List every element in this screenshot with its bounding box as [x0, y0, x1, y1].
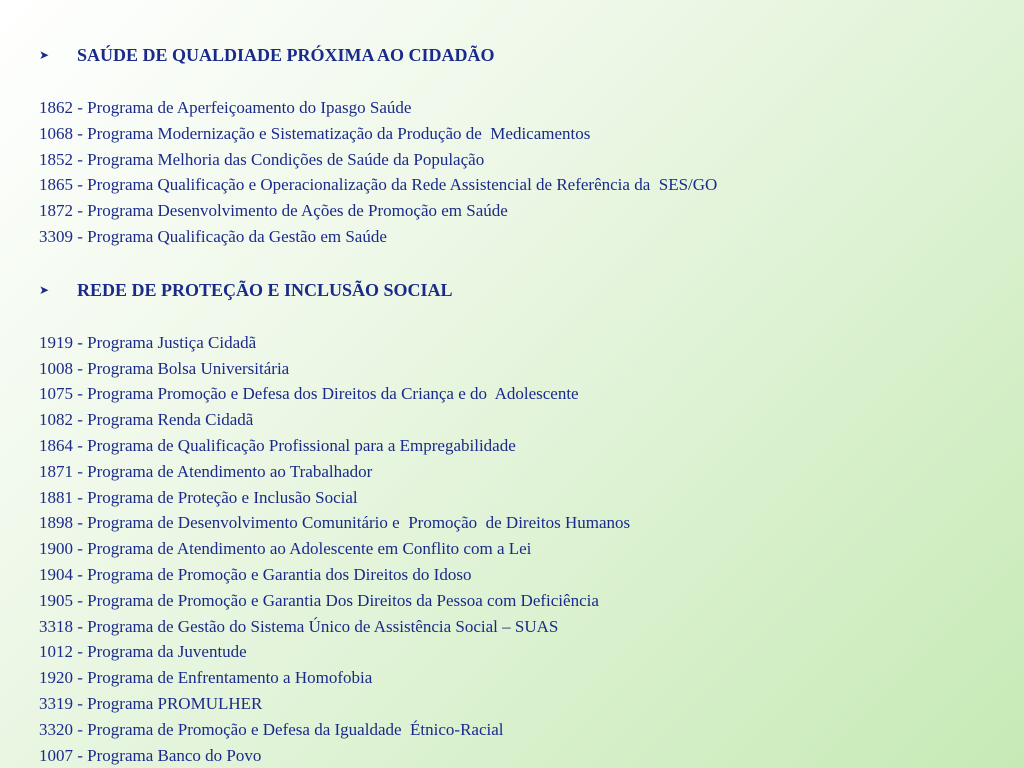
list-item: 1008 - Programa Bolsa Universitária	[39, 358, 290, 378]
list-item: 1905 - Programa de Promoção e Garantia Dos Direitos da Pessoa com Deficiência	[39, 590, 599, 610]
list-item: 3318 - Programa de Gestão do Sistema Único de Assistência Social – SUAS	[39, 616, 559, 636]
list-item: 3319 - Programa PROMULHER	[39, 693, 263, 713]
list-item: 1904 - Programa de Promoção e Garantia dos Direitos do Idoso	[39, 564, 472, 584]
list-item: 1012 - Programa da Juventude	[39, 642, 247, 662]
arrow-bullet-icon: ➤	[39, 282, 50, 297]
list-item: 1864 - Programa de Qualificação Profissional para a Empregabilidade	[39, 435, 516, 455]
section-header-saude	[39, 42, 999, 68]
spacer	[39, 68, 999, 95]
list-item: 3309 - Programa Qualificação da Gestão em Saúde	[39, 226, 387, 246]
list-item: 1865 - Programa Qualificação e Operacionalização da Rede Assistencial de Referência da SES/GO	[39, 175, 718, 195]
spacer	[39, 250, 999, 277]
list-item: 1852 - Programa Melhoria das Condições de Saúde da População	[39, 149, 485, 169]
list-item: 1082 - Programa Renda Cidadã	[39, 410, 254, 430]
list-item: 1898 - Programa de Desenvolvimento Comunitário e Promoção de Direitos Humanos	[39, 513, 631, 533]
list-item: 1872 - Programa Desenvolvimento de Ações de Promoção em Saúde	[39, 201, 508, 221]
program-list-saude	[39, 95, 999, 250]
section-title: SAÚDE DE QUALDIADE PRÓXIMA AO CIDADÃO	[77, 45, 495, 65]
slide-content	[39, 42, 999, 768]
list-item: 1068 - Programa Modernização e Sistematização da Produção de Medicamentos	[39, 123, 591, 143]
list-item: 1920 - Programa de Enfrentamento a Homofobia	[39, 668, 373, 688]
section-header-protecao	[39, 277, 999, 303]
list-item: 1075 - Programa Promoção e Defesa dos Direitos da Criança e do Adolescente	[39, 384, 579, 404]
list-item: 1919 - Programa Justiça Cidadã	[39, 332, 257, 352]
list-item: 1007 - Programa Banco do Povo	[39, 745, 262, 765]
spacer	[39, 303, 999, 330]
arrow-bullet-icon: ➤	[39, 48, 50, 62]
program-list-protecao	[39, 330, 999, 768]
list-item: 3320 - Programa de Promoção e Defesa da Igualdade Étnico-Racial	[39, 719, 504, 739]
list-item: 1871 - Programa de Atendimento ao Trabalhador	[39, 461, 373, 481]
section-title: REDE DE PROTEÇÃO E INCLUSÃO SOCIAL	[77, 279, 453, 300]
list-item: 1900 - Programa de Atendimento ao Adolescente em Conflito com a Lei	[39, 539, 532, 559]
list-item: 1881 - Programa de Proteção e Inclusão Social	[39, 487, 358, 507]
list-item: 1862 - Programa de Aperfeiçoamento do Ipasgo Saúde	[39, 98, 412, 117]
